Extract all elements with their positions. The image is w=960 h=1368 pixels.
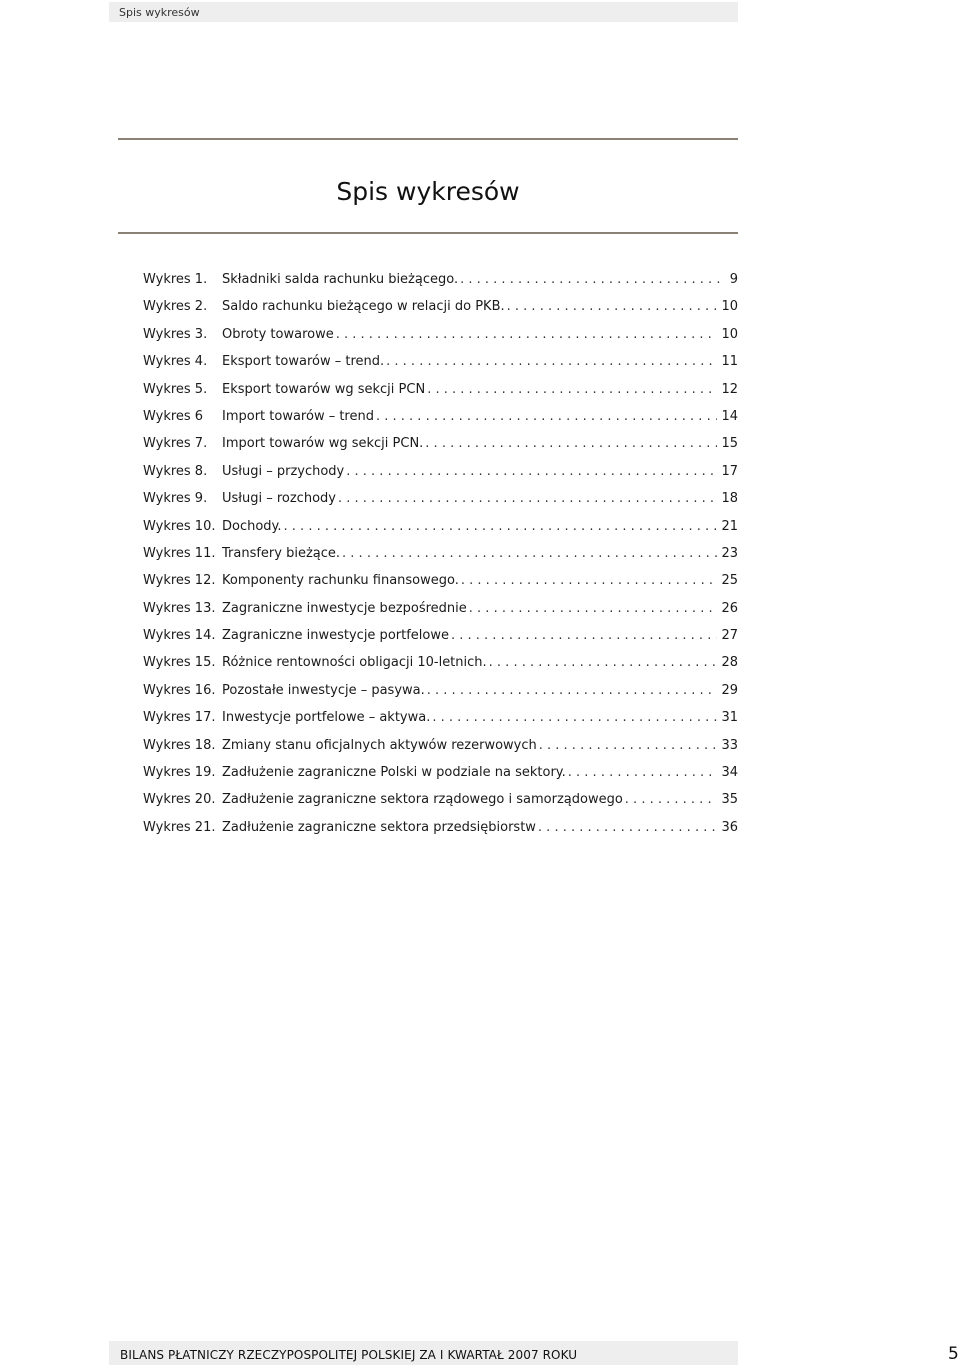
toc-entry-page: 9 [729,272,738,287]
toc-entry[interactable] [143,297,738,324]
toc-entry-number: Wykres 18. [143,737,216,753]
toc-entry-title: Zadłużenie zagraniczne sektora przedsiębiorstw [222,819,536,835]
toc-entry-number: Wykres 10. [143,518,216,534]
toc-entry-title: Komponenty rachunku finansowego. [222,573,459,589]
toc-entry-page: 23 [721,545,738,561]
toc-entry-page: 21 [721,518,738,534]
toc-entry-title: Różnice rentowności obligacji 10-letnich. [222,655,487,671]
toc-entry-page: 36 [721,819,738,835]
toc-entry-leader-dots [469,599,718,619]
toc-entry-number: Wykres 15. [143,655,216,671]
toc-entry[interactable] [143,517,738,544]
toc-entry[interactable] [143,462,738,489]
toc-entry-title: Import towarów wg sekcji PCN. [222,436,424,452]
toc-entry-page: 14 [721,408,738,424]
toc-entry-title: Eksport towarów wg sekcji PCN [222,381,426,397]
toc-entry-leader-dots [346,462,717,482]
toc-entry-number: Wykres 2. [143,299,208,315]
toc-entry-title: Zagraniczne inwestycje bezpośrednie [222,600,467,616]
title-rule-bottom [118,232,738,234]
toc-entry[interactable] [143,489,738,516]
toc-entry[interactable] [143,544,738,571]
toc-entry-page: 31 [721,710,738,726]
toc-entry[interactable] [143,818,738,845]
toc-entry[interactable] [143,270,738,297]
toc-entry[interactable] [143,653,738,680]
toc-entry-number: Wykres 9. [143,491,208,507]
running-header [109,2,738,22]
toc-entry-title: Usługi – przychody [222,463,345,479]
toc-entry-leader-dots [460,270,726,290]
toc-entry[interactable] [143,380,738,407]
page-title: Spis wykresów [336,176,520,206]
toc-entry-leader-dots [386,352,717,372]
toc-entry-number: Wykres 3. [143,326,208,342]
toc-entry-title: Pozostałe inwestycje – pasywa. [222,682,425,698]
toc-entry-number: Wykres 5. [143,381,208,397]
toc-entry[interactable] [143,681,738,708]
toc-entry-title: Transfery bieżące. [222,545,341,561]
toc-entry-leader-dots [336,325,718,345]
toc-entry-number: Wykres 4. [143,354,208,370]
toc-entry-page: 10 [721,326,738,342]
toc-entry-title: Inwestycje portfelowe – aktywa. [222,710,431,726]
toc-entry-page: 11 [721,354,738,370]
toc-entry-number: Wykres 16. [143,682,216,698]
toc-entry-leader-dots [338,489,717,509]
toc-entry-title: Saldo rachunku bieżącego w relacji do PKB. [222,299,505,315]
toc-entry-number: Wykres 6 [143,408,204,424]
toc-entry-leader-dots [568,763,718,783]
toc-entry[interactable] [143,763,738,790]
toc-entry-title: Składniki salda rachunku bieżącego. [222,272,459,287]
toc-entry-title: Import towarów – trend [222,408,374,424]
toc-entry-leader-dots [538,818,718,838]
title-rule-top [118,138,738,140]
toc-entry-page: 34 [721,765,738,781]
toc-entry-leader-dots [342,544,717,564]
toc-entry-leader-dots [376,407,717,427]
toc-entry-leader-dots [427,681,718,701]
toc-entry-page: 25 [721,573,738,589]
toc-entry-number: Wykres 17. [143,710,216,726]
toc-entry[interactable] [143,352,738,379]
toc-entry-title: Zadłużenie zagraniczne Polski w podziale na sektory. [222,765,566,781]
toc-entry[interactable] [143,708,738,735]
toc-entry-page: 29 [721,682,738,698]
toc-entry-leader-dots [507,297,718,317]
toc-entry-leader-dots [425,434,717,454]
toc-entry-page: 28 [721,655,738,671]
toc-entry-number: Wykres 21. [143,819,216,835]
toc-entry-title: Eksport towarów – trend. [222,354,385,370]
toc-entry-number: Wykres 12. [143,573,216,589]
toc-entry[interactable] [143,325,738,352]
toc-entry-leader-dots [432,708,717,728]
running-footer-label: BILANS PŁATNICZY RZECZYPOSPOLITEJ POLSKIEJ ZA I KWARTAŁ 2007 ROKU [120,1348,578,1362]
toc-entry-number: Wykres 19. [143,765,216,781]
toc-entry-leader-dots [451,626,717,646]
toc-entry-page: 12 [721,381,738,397]
toc-entry-number: Wykres 11. [143,545,216,561]
toc-entry-number: Wykres 13. [143,600,216,616]
toc-entry-number: Wykres 7. [143,436,208,452]
toc-entry-title: Zadłużenie zagraniczne sektora rządowego i samorządowego [222,792,623,808]
toc-entry-page: 10 [721,299,738,315]
toc-entry[interactable] [143,434,738,461]
toc-entry-leader-dots [461,571,718,591]
toc-entry-page: 35 [721,792,738,808]
running-footer [109,1341,738,1365]
toc-entry-number: Wykres 14. [143,628,216,644]
running-header-label: Spis wykresów [119,6,200,19]
toc-entry-leader-dots [427,380,717,400]
toc-entry-page: 15 [721,436,738,452]
toc-entry-page: 26 [721,600,738,616]
toc-entry-leader-dots [284,517,718,537]
toc-entry[interactable] [143,626,738,653]
toc-entry-number: Wykres 20. [143,792,216,808]
toc-entry-title: Dochody. [222,518,282,534]
table-of-contents [143,270,738,845]
toc-entry-title: Zagraniczne inwestycje portfelowe [222,628,449,644]
toc-entry-leader-dots [625,790,718,810]
toc-entry-title: Usługi – rozchody [222,491,336,507]
toc-entry[interactable] [143,599,738,626]
toc-entry-page: 33 [721,737,738,753]
toc-entry-page: 27 [721,628,738,644]
page-number: 5 [948,1344,959,1364]
toc-entry-leader-dots [489,653,718,673]
toc-entry-page: 17 [721,463,738,479]
toc-entry[interactable] [143,571,738,598]
toc-entry[interactable] [143,790,738,817]
toc-entry-title: Zmiany stanu oficjalnych aktywów rezerwowych [222,737,537,753]
toc-entry-number: Wykres 1. [143,272,208,287]
toc-entry-title: Obroty towarowe [222,326,334,342]
toc-entry-leader-dots [539,736,718,756]
toc-entry-number: Wykres 8. [143,463,208,479]
toc-entry[interactable] [143,407,738,434]
toc-entry[interactable] [143,736,738,763]
toc-entry-page: 18 [721,491,738,507]
